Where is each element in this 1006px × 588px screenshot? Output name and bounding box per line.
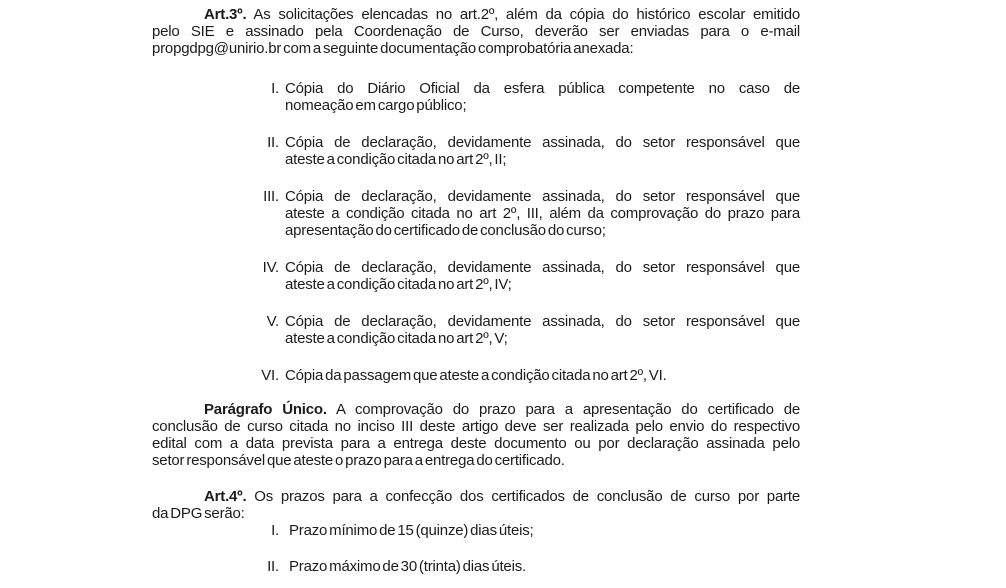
- list-item-text: [285, 259, 800, 293]
- text-line: conclusão de curso citada no inciso III deste artigo deve ser realizada pelo envio do respectivo: [152, 418, 800, 435]
- text-line: ateste a condição citada no art 2º, IV;: [285, 276, 512, 293]
- list-item: [152, 80, 800, 114]
- list-item-text: [285, 134, 800, 168]
- art4-list: [152, 522, 800, 575]
- paragraph-lead: Art.3º.: [204, 6, 247, 23]
- list-item-numeral: II.: [267, 134, 279, 151]
- paragraph-lead: Parágrafo Único.: [204, 401, 327, 418]
- text-line: setor responsável que ateste o prazo para a entrega do certificado.: [152, 452, 565, 469]
- list-item-numeral: III.: [263, 188, 279, 205]
- text-line: apresentação do certificado de conclusão do curso;: [285, 222, 606, 239]
- list-item-text: [285, 367, 800, 384]
- paragrafo-unico: [152, 401, 800, 469]
- list-item-text: [289, 558, 800, 575]
- list-item: [152, 259, 800, 293]
- list-item-text: [285, 188, 800, 239]
- list-item: [152, 367, 800, 384]
- text-line: da DPG serão:: [152, 505, 245, 522]
- text-line: ateste a condição citada no art 2º, II;: [285, 151, 507, 168]
- text-line: Cópia de declaração, devidamente assinada, do setor responsável que: [285, 134, 800, 151]
- list-item-numeral: II.: [267, 558, 279, 575]
- text-line: Art.3º. As solicitações elencadas no art.2º, além da cópia do histórico escolar emitido: [204, 6, 800, 23]
- list-item-numeral: I.: [271, 522, 279, 539]
- list-item-text: [289, 522, 800, 539]
- text-line: Parágrafo Único. A comprovação do prazo para a apresentação do certificado de: [204, 401, 800, 418]
- list-item-numeral: IV.: [262, 259, 279, 276]
- text-line: edital com a data prevista para a entrega deste documento ou por declaração assinada pelo: [152, 435, 800, 452]
- paragraph-lead: Art.4º.: [204, 488, 247, 505]
- text-line: ateste a condição citada no art 2º, III, além da comprovação do prazo para: [285, 205, 800, 222]
- list-item-numeral: I.: [271, 80, 279, 97]
- document-page: [152, 6, 800, 575]
- text-line: ateste a condição citada no art 2º, V;: [285, 330, 508, 347]
- text-line: pelo SIE e assinado pela Coordenação de Curso, deverão ser enviadas para o e-mail: [152, 23, 800, 40]
- list-item: [152, 188, 800, 239]
- list-item: [152, 313, 800, 347]
- text-line: Cópia de declaração, devidamente assinada, do setor responsável que: [285, 313, 800, 330]
- text-line: Prazo máximo de 30 (trinta) dias úteis.: [289, 558, 526, 575]
- list-item: [152, 134, 800, 168]
- text-line: Cópia da passagem que ateste a condição citada no art 2º, VI.: [285, 367, 667, 384]
- art4-paragraph: [152, 488, 800, 522]
- text-line: Cópia de declaração, devidamente assinada, do setor responsável que: [285, 188, 800, 205]
- text-line: Art.4º. Os prazos para a confecção dos certificados de conclusão de curso por parte: [204, 488, 800, 505]
- text-line: Cópia de declaração, devidamente assinada, do setor responsável que: [285, 259, 800, 276]
- list-item: [152, 522, 800, 539]
- list-item-text: [285, 80, 800, 114]
- text-line: nomeação em cargo público;: [285, 97, 467, 114]
- text-line: propgdpg@unirio.br com a seguinte documentação comprobatória anexada:: [152, 40, 634, 57]
- list-item-text: [285, 313, 800, 347]
- art3-list: [152, 80, 800, 384]
- list-item-numeral: VI.: [261, 367, 279, 384]
- art3-paragraph: [152, 6, 800, 57]
- list-item: [152, 558, 800, 575]
- list-item-numeral: V.: [266, 313, 279, 330]
- text-line: Prazo mínimo de 15 (quinze) dias úteis;: [289, 522, 534, 539]
- text-line: Cópia do Diário Oficial da esfera pública competente no caso de: [285, 80, 800, 97]
